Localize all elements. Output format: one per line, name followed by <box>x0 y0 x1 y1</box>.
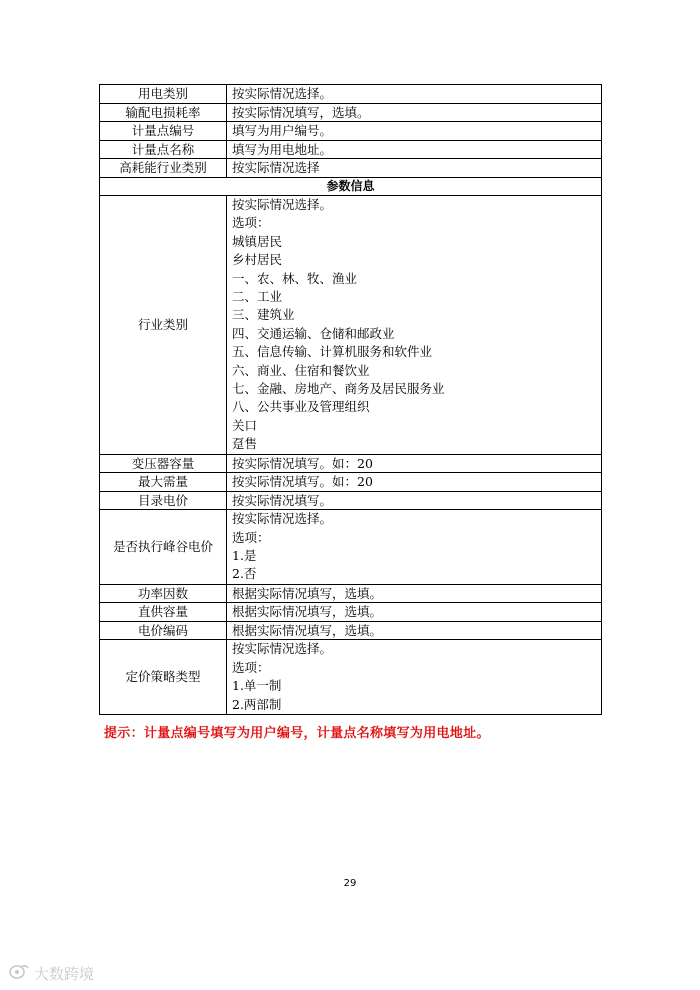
row-value: 按实际情况选择。 <box>227 85 602 104</box>
table-row <box>100 603 602 622</box>
table-row <box>100 140 602 159</box>
row-value: 填写为用户编号。 <box>227 122 602 141</box>
page-number: 29 <box>343 878 357 889</box>
table-row <box>100 159 602 178</box>
row-label: 是否执行峰谷电价 <box>100 510 227 585</box>
row-value <box>227 196 602 455</box>
table-row <box>100 640 602 715</box>
row-value: 根据实际情况填写，选填。 <box>227 621 602 640</box>
table-row <box>100 122 602 141</box>
value-line: 按实际情况选择。 <box>232 511 333 527</box>
watermark-text: 大数跨境 <box>34 964 95 983</box>
option-line: 2.否 <box>232 566 257 582</box>
option-line: 1.是 <box>232 548 257 563</box>
row-value: 填写为用电地址。 <box>227 140 602 159</box>
option-line: 六、商业、住宿和餐饮业 <box>232 362 370 378</box>
table-row <box>100 491 602 510</box>
value-line: 选项： <box>232 215 270 231</box>
row-label: 直供容量 <box>100 603 227 622</box>
tip-note: 提示：计量点编号填写为用户编号，计量点名称填写为用电地址。 <box>104 726 490 741</box>
row-value: 按实际情况填写。如：20 <box>227 454 602 473</box>
row-value: 按实际情况填写。如：20 <box>227 473 602 492</box>
value-line: 选项： <box>232 529 270 545</box>
row-value: 按实际情况填写，选填。 <box>227 103 602 122</box>
row-label: 最大需量 <box>100 473 227 492</box>
option-line: 1.单一制 <box>232 678 282 694</box>
row-label: 用电类别 <box>100 85 227 104</box>
row-value: 根据实际情况填写，选填。 <box>227 584 602 603</box>
value-line: 按实际情况选择。 <box>232 641 333 657</box>
option-line: 四、交通运输、仓储和邮政业 <box>232 325 395 341</box>
row-label: 高耗能行业类别 <box>100 159 227 178</box>
row-value <box>227 510 602 585</box>
table-row <box>100 621 602 640</box>
row-label: 功率因数 <box>100 584 227 603</box>
row-label: 输配电损耗率 <box>100 103 227 122</box>
table-row <box>100 473 602 492</box>
row-label: 计量点编号 <box>100 122 227 141</box>
row-label: 行业类别 <box>100 196 227 455</box>
row-label: 电价编码 <box>100 621 227 640</box>
row-label: 目录电价 <box>100 491 227 510</box>
watermark <box>8 962 94 984</box>
value-line: 选项： <box>232 659 270 675</box>
option-line: 乡村居民 <box>232 252 283 268</box>
table-row <box>100 196 602 455</box>
table-row <box>100 103 602 122</box>
row-value: 按实际情况填写。 <box>227 491 602 510</box>
row-value <box>227 640 602 715</box>
table-row <box>100 454 602 473</box>
watermark-logo-icon <box>8 962 30 984</box>
option-line: 一、农、林、牧、渔业 <box>232 270 358 286</box>
option-line: 八、公共事业及管理组织 <box>232 399 370 415</box>
option-line: 趸售 <box>232 436 258 452</box>
row-label: 计量点名称 <box>100 140 227 159</box>
section-header-row <box>100 177 602 196</box>
option-line: 城镇居民 <box>232 233 283 249</box>
option-line: 2.两部制 <box>232 696 282 712</box>
table-row <box>100 584 602 603</box>
value-line: 按实际情况选择。 <box>232 197 333 212</box>
spec-table <box>99 84 602 715</box>
option-line: 关口 <box>232 417 258 433</box>
row-label: 定价策略类型 <box>100 640 227 715</box>
row-label: 变压器容量 <box>100 454 227 473</box>
table-row <box>100 85 602 104</box>
row-value: 按实际情况选择 <box>227 159 602 178</box>
option-line: 三、建筑业 <box>232 307 295 323</box>
row-value: 根据实际情况填写，选填。 <box>227 603 602 622</box>
option-line: 七、金融、房地产、商务及居民服务业 <box>232 381 445 397</box>
option-line: 五、信息传输、计算机服务和软件业 <box>232 344 433 360</box>
option-line: 二、工业 <box>232 289 283 305</box>
table-row <box>100 510 602 585</box>
section-title: 参数信息 <box>100 177 602 196</box>
